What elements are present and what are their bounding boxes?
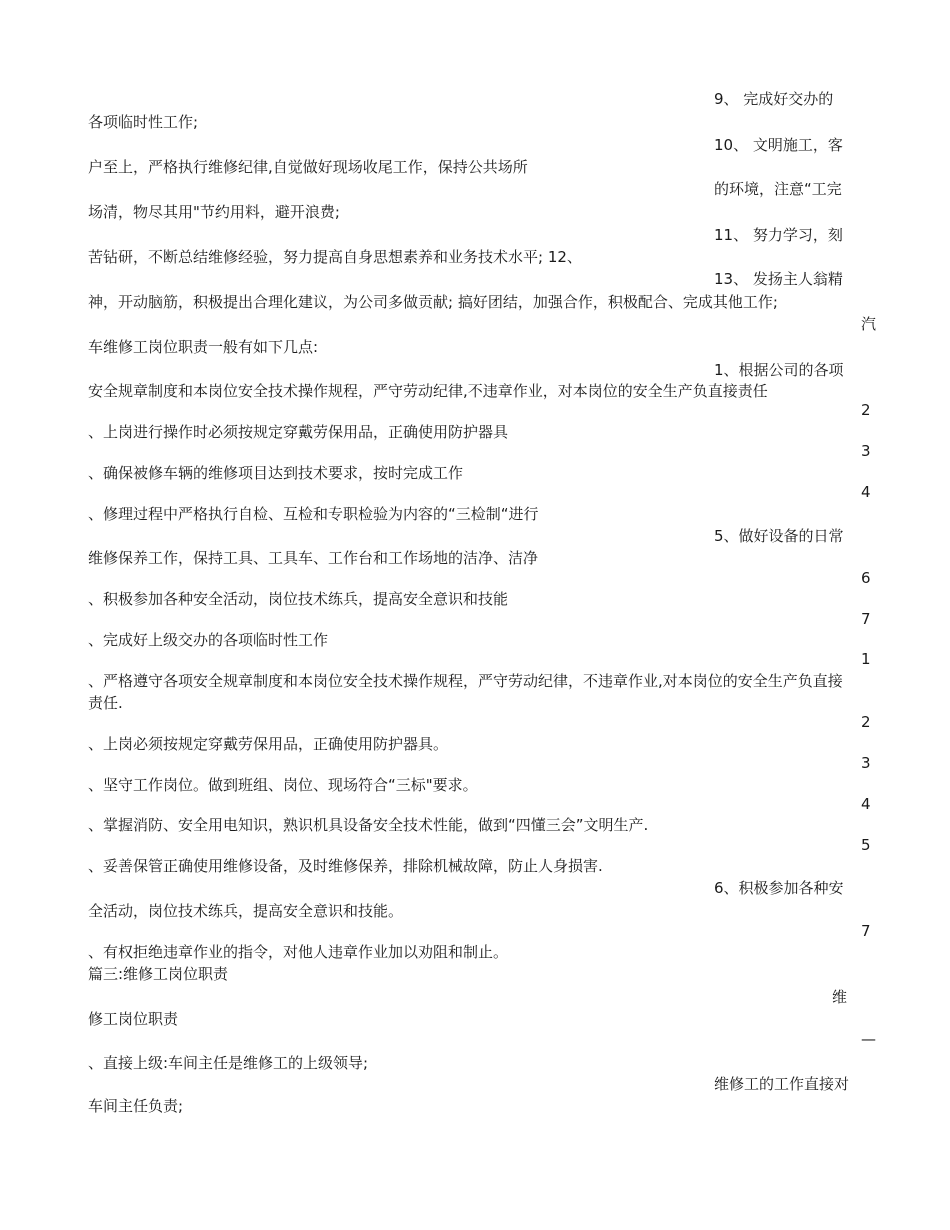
text-line: 、积极参加各种安全活动，岗位技术练兵，提高安全意识和技能: [88, 590, 509, 608]
text-line: 修工岗位职责: [88, 1010, 179, 1028]
text-line: 、上岗进行操作时必须按规定穿戴劳保用品，正确使用防护器具: [88, 423, 509, 441]
text-line: 车间主任负责;: [88, 1097, 184, 1115]
item-number: 2: [861, 713, 871, 731]
text-line: 维修保养工作，保持工具、工具车、工作台和工作场地的洁净、洁净: [88, 549, 539, 567]
text-line: 、坚守工作岗位。做到班组、岗位、现场符合“三标"要求。: [88, 776, 478, 794]
item-number: 4: [861, 795, 871, 813]
text-line: 场清，物尽其用"节约用料，避开浪费;: [88, 203, 340, 221]
text-line: 安全规章制度和本岗位安全技术操作规程，严守劳动纪律,不违章作业，对本岗位的安全生产负直接责任: [88, 382, 768, 400]
text-line: 、妥善保管正确使用维修设备，及时维修保养，排除机械故障，防止人身损害.: [88, 857, 603, 875]
right-fragment: 维: [832, 988, 848, 1006]
text-line: 、直接上级:车间主任是维修工的上级领导;: [88, 1054, 369, 1072]
text-line: 、有权拒绝违章作业的指令，对他人违章作业加以劝阻和制止。: [88, 943, 509, 961]
text-line: 、修理过程中严格执行自检、互检和专职检验为内容的“三检制“进行: [88, 505, 539, 523]
text-line: 全活动，岗位技术练兵，提高安全意识和技能。: [88, 902, 404, 920]
item-number: 5: [861, 836, 871, 854]
item-number: 3: [861, 754, 871, 772]
item-number: 1: [861, 650, 871, 668]
right-fragment-item-5: 5、做好设备的日常: [714, 527, 844, 545]
section-heading: 篇三:维修工岗位职责: [88, 965, 229, 983]
text-line: 户至上，严格执行维修纪律,自觉做好现场收尾工作，保持公共场所: [88, 158, 528, 176]
text-line: 、上岗必须按规定穿戴劳保用品，正确使用防护器具。: [88, 735, 449, 753]
text-line: 、完成好上级交办的各项临时性工作: [88, 631, 329, 649]
item-number: 7: [861, 610, 871, 628]
right-fragment-item-6: 6、积极参加各种安: [714, 879, 844, 897]
right-fragment-item-9: 9、 完成好交办的: [714, 90, 834, 108]
right-fragment-item-10: 10、 文明施工，客: [714, 136, 843, 154]
right-fragment-item-13: 13、 发扬主人翁精: [714, 270, 843, 288]
item-number: 4: [861, 483, 871, 501]
right-fragment: 汽: [861, 315, 877, 333]
text-line: 车维修工岗位职责一般有如下几点:: [88, 338, 319, 356]
right-fragment: 维修工的工作直接对: [714, 1075, 850, 1093]
text-line: 、确保被修车辆的维修项目达到技术要求，按时完成工作: [88, 464, 464, 482]
text-paragraph: 、严格遵守各项安全规章制度和本岗位安全技术操作规程，严守劳动纪律，不违章作业,对本岗位的安全生产负直接责任.: [88, 672, 843, 712]
item-number: 2: [861, 401, 871, 419]
right-fragment-item-11: 11、 努力学习，刻: [714, 226, 843, 244]
text-line: 神，开动脑筋，积极提出合理化建议，为公司多做贡献; 搞好团结，加强合作，积极配合、完成其他工作;: [88, 293, 778, 311]
right-fragment-item-1: 1、根据公司的各项: [714, 361, 844, 379]
text-line: 各项临时性工作;: [88, 113, 199, 131]
item-number: 6: [861, 569, 871, 587]
text-line: 苦钻研，不断总结维修经验，努力提高自身思想素养和业务技术水平; 12、: [88, 248, 582, 266]
right-fragment: —: [861, 1030, 876, 1048]
text-line: 、掌握消防、安全用电知识，熟识机具设备安全技术性能，做到“四懂三会”文明生产.: [88, 816, 649, 834]
item-number: 3: [861, 442, 871, 460]
right-fragment: 的环境，注意“工完: [714, 180, 842, 198]
item-number: 7: [861, 922, 871, 940]
